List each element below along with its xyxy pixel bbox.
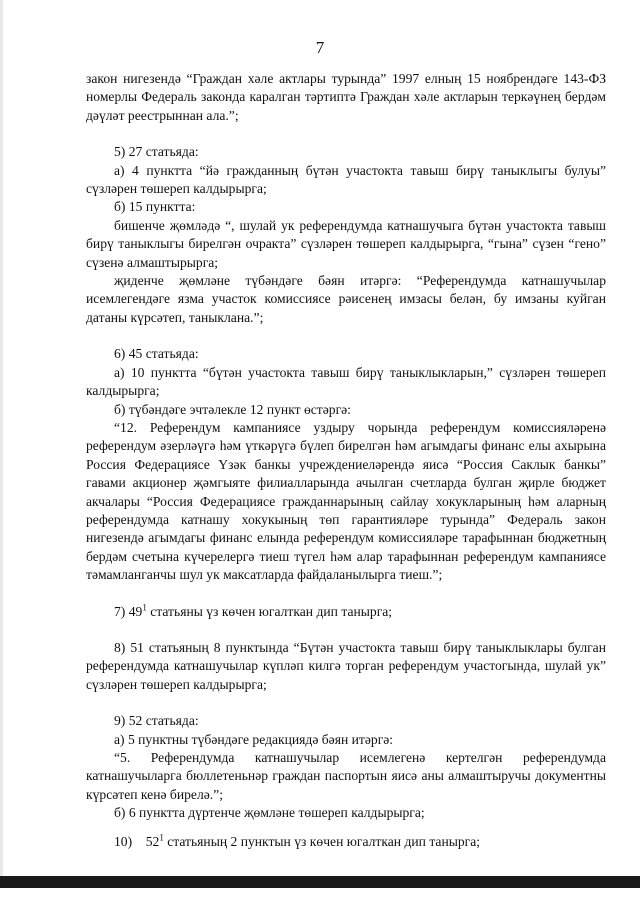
paragraph-continuation: закон нигезендә “Граждан хәле актлары турында” 1997 елның 15 ноябрендәге 143-ФЗ номерлы Федераль законда каралган тәртиптә Граждан хәле актларын теркәүнең бердәм дәүләт реестрыннан ала.”; [86,71,606,123]
item-7-number: 7) 49 [114,603,143,619]
item-8: 8) 51 статьяның 8 пунктында “Бүтән участокта тавыш бирү таныклыклары булган референдумда катнашучылар күпләп килгә торган референдум участогында, шулай ук” сүзләрен төшереп калдырырга; [86,639,606,692]
item-10-article: 52 [145,833,160,849]
item-7-superscript: 1 [142,602,147,613]
item-6-b-point-12: “12. Референдум кампаниясе уздыру чорында референдум комиссияләренә референдум әзерләүгә һәм үткәрүгә бүлеп бирелгән һәм агымдагы финанс елы ахырына Россия Федерациясе Үзәк банкы учреждениеләрендә яисә “Россия Саклык банкы” гавами акционер җәмгыяте филиалларында ачылган счетларда булган җирле бюджет акчалары “Россия Федерациясе гражданнарының сайлау хокукларының һәм аларның референдумда катнашу хокукының төп гарантияләре турында” Федераль закон нигезендә агымдагы финанс елында референдум комиссияләре тарафыннан бюджетның бердәм счетына күчерелергә тиеш түгел һәм алар тарафыннан референдум кампаниясе тәмамланганчы шул ук максатларда файдаланылырга тиеш.”; [86,419,606,583]
scan-bottom-border [0,876,640,888]
item-7 [86,603,606,621]
item-9-a: а) 5 пунктны түбәндәге редакциядә бәян итәргә: [114,731,394,747]
item-5-b-sentence-7: җиденче җөмләне түбәндәге бәян итәргә: “Референдумда катнашучылар исемлегендәге язма участок комиссиясе рәисенең имзасы белән, бу имзаны куйган датаны күрсәтеп, таныклана.”; [86,273,606,325]
item-5-b: б) 15 пунктта: [114,199,196,215]
item-10-number: 10) [114,833,133,849]
item-9-heading: 9) 52 статьяда: [114,713,199,729]
item-5-b-sentence-5: бишенче җөмләдә “, шулай ук референдумда катнашучыга бүтән участокта тавыш бирү таныклыгы бирелгән очракта” сүзләрен төшереп калдырырга, “гына” сүзен “гено” сүзенә алмаштырырга; [86,217,606,270]
document-body [86,70,606,851]
item-5-heading: 5) 27 статьяда: [114,144,199,160]
item-6-heading: 6) 45 статьяда: [114,346,199,362]
page-number: 7 [315,38,325,57]
item-6-b: б) түбәндәге эчтәлекле 12 пункт өстәргә: [114,401,351,417]
item-7-text: статьяны үз көчен югалткан дип танырга; [150,603,393,619]
scan-edge [0,0,3,876]
item-9-a-point-5: “5. Референдумда катнашучылар исемлегенә кертелгән референдумда катнашучыларга бюллетеньнәр граждан паспортын яисә аны алмаштыручы документны күрсәтеп кенә бирелә.”; [86,750,606,802]
item-6-a: а) 10 пунктта “бүтән участокта тавыш бирү таныклыкларын,” сүзләрен төшереп калдырырга; [86,364,606,399]
item-9-b: б) 6 пунктта дүртенче җөмләне төшереп калдырырга; [114,805,425,821]
item-10-text: статьяның 2 пунктын үз көчен югалткан дип танырга; [167,833,481,849]
item-5-a: а) 4 пунктта “йә гражданның бүтән участокта тавыш бирү таныклыгы булуы” сүзләрен төшереп калдырырга; [86,162,606,197]
item-10-superscript: 1 [159,832,164,843]
item-10 [86,833,606,851]
